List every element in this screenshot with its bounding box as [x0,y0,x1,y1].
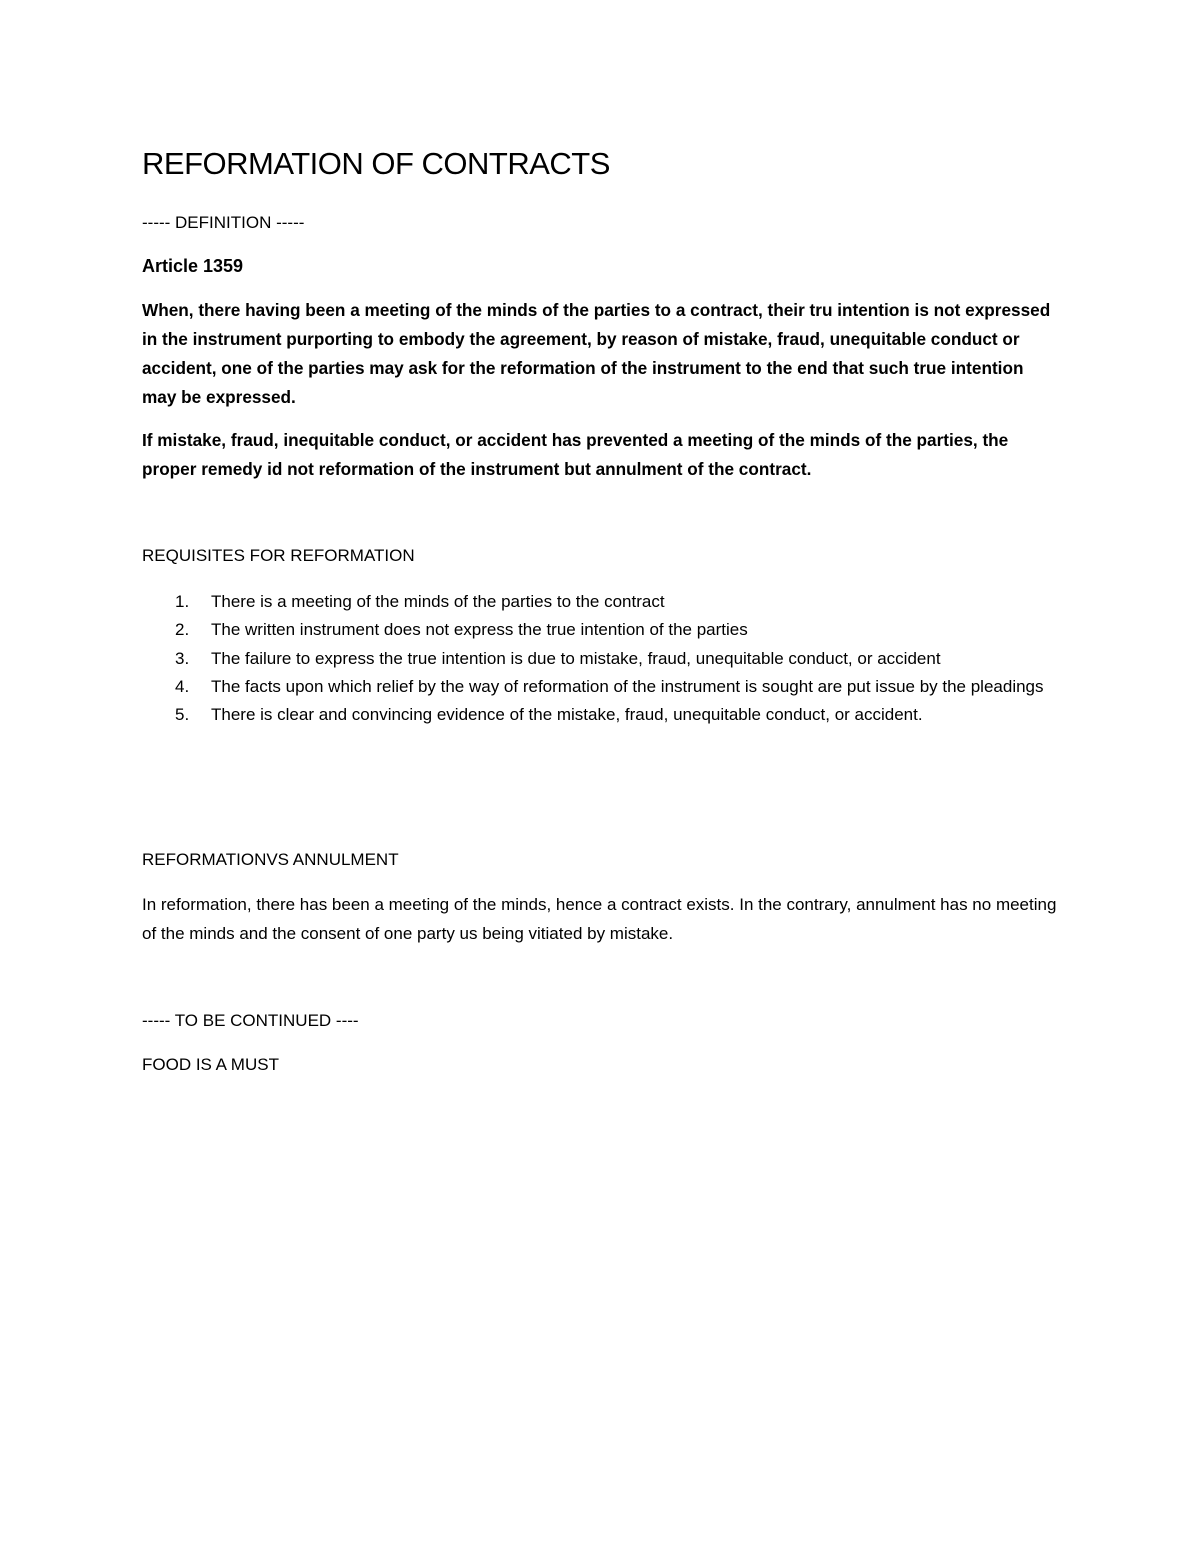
article-paragraph-1: When, there having been a meeting of the minds of the parties to a contract, their tru intention is not expressed in the instrument purporting to embody the agreement, by reason of mistake, fraud, unequitable conduct or accident, one of the parties may ask for the reformation of the instrument to the end that such true intention may be expressed. [142,300,1051,407]
list-item [142,645,1057,673]
closing-line: FOOD IS A MUST [142,1055,279,1074]
comparison-paragraph: In reformation, there has been a meeting of the minds, hence a contract exists. In the contrary, annulment has no meeting of the minds and the consent of one party us being vitiated by mistake. [142,895,1057,943]
list-item [142,588,1057,616]
requisites-heading: REQUISITES FOR REFORMATION [142,546,415,565]
list-item-text: The facts upon which relief by the way of reformation of the instrument is sought are put issue by the pleadings [211,676,1044,696]
list-item-text: The written instrument does not express the true intention of the parties [211,620,748,640]
article-paragraph-2: If mistake, fraud, inequitable conduct, or accident has prevented a meeting of the minds of the parties, the proper remedy id not reformation of the instrument but annulment of the contract. [142,430,1009,479]
document-title: REFORMATION OF CONTRACTS [142,146,610,181]
definition-header: ----- DEFINITION ----- [142,213,305,232]
requisites-list [142,588,1057,729]
article-heading: Article 1359 [142,256,244,276]
list-item [142,616,1057,644]
list-item-text: The failure to express the true intention is due to mistake, fraud, unequitable conduct, or accident [211,648,941,668]
list-item-number: 4. [175,676,190,696]
list-item-number: 3. [175,648,190,668]
comparison-heading: REFORMATIONVS ANNULMENT [142,850,399,869]
list-item [142,701,1057,729]
list-item-number: 5. [175,705,190,725]
continued-marker: ----- TO BE CONTINUED ---- [142,1011,359,1030]
list-item [142,673,1057,701]
list-item-text: There is a meeting of the minds of the parties to the contract [211,592,665,611]
list-item-text: There is clear and convincing evidence of the mistake, fraud, unequitable conduct, or accident. [211,705,923,725]
list-item-number: 1. [175,592,190,611]
list-item-number: 2. [175,620,190,640]
